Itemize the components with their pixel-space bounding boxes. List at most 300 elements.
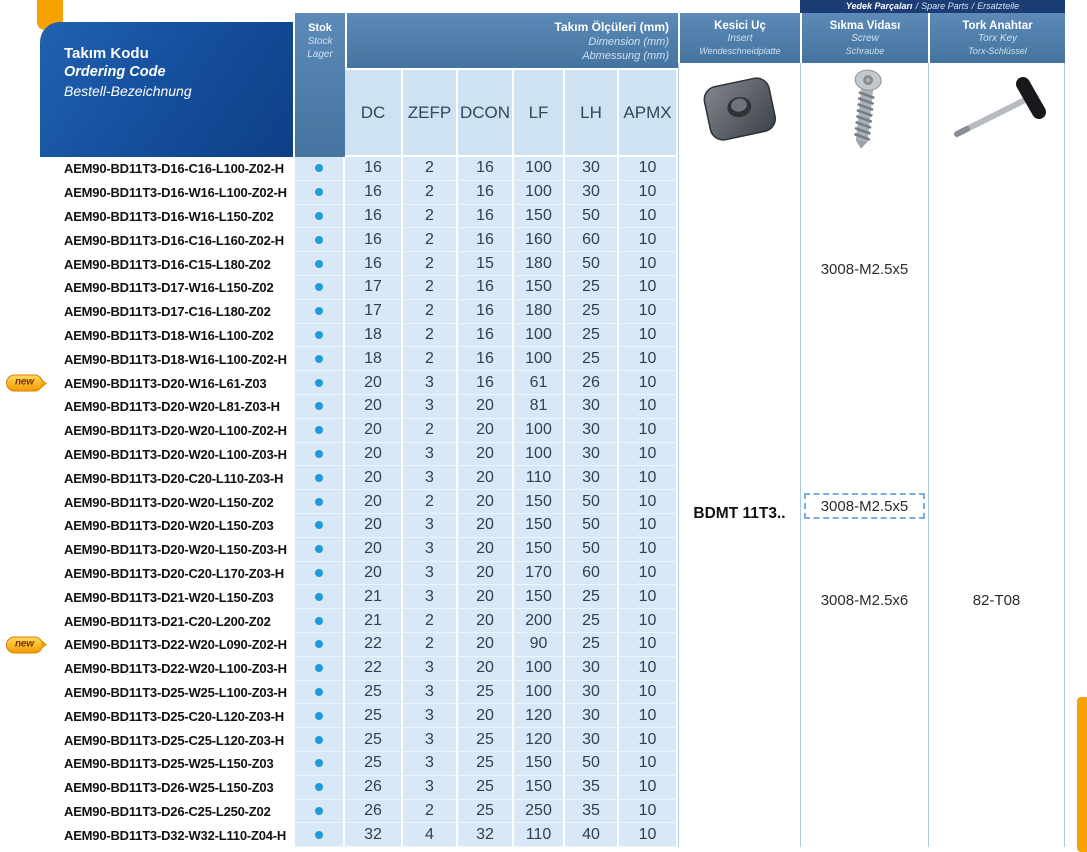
banner-label-de: Ersatzteile <box>977 1 1020 11</box>
apmx-cell: 10 <box>619 443 678 467</box>
lh-cell: 30 <box>565 443 619 467</box>
lh-cell: 40 <box>565 823 619 847</box>
stock-cell <box>293 609 345 633</box>
tool-code: AEM90-BD11T3-D16-W16-L150-Z02 <box>64 208 274 224</box>
dc-cell: 18 <box>345 324 403 348</box>
table-row <box>40 324 678 348</box>
apmx-cell: 10 <box>619 252 678 276</box>
stock-cell <box>293 347 345 371</box>
apmx-cell: 10 <box>619 276 678 300</box>
zefp-cell: 2 <box>403 633 458 657</box>
dc-cell: 25 <box>345 728 403 752</box>
dcon-cell: 16 <box>458 324 514 348</box>
tool-code-cell <box>40 490 293 514</box>
apmx-cell: 10 <box>619 181 678 205</box>
tool-code: AEM90-BD11T3-D18-W16-L100-Z02-H <box>64 351 287 367</box>
table-row <box>40 657 678 681</box>
lh-cell: 25 <box>565 633 619 657</box>
dcon-cell: 16 <box>458 371 514 395</box>
zefp-cell: 2 <box>403 324 458 348</box>
apmx-cell: 10 <box>619 657 678 681</box>
table-row <box>40 704 678 728</box>
dc-cell: 22 <box>345 657 403 681</box>
torx-label-tr: Tork Anahtar <box>962 20 1033 32</box>
table-row <box>15 633 678 657</box>
table-row <box>40 514 678 538</box>
dcon-cell: 20 <box>458 562 514 586</box>
stock-dot <box>315 188 323 196</box>
apmx-cell: 10 <box>619 466 678 490</box>
new-badge: new <box>6 636 43 653</box>
stock-cell <box>293 752 345 776</box>
stock-dot <box>315 307 323 315</box>
dcon-cell: 25 <box>458 681 514 705</box>
table-row <box>40 300 678 324</box>
zefp-cell: 2 <box>403 205 458 229</box>
insert-photo <box>678 63 800 157</box>
stock-dot <box>315 831 323 839</box>
stock-cell <box>293 466 345 490</box>
column-header-apmx: APMX <box>619 70 678 155</box>
stock-cell <box>293 681 345 705</box>
table-row <box>40 276 678 300</box>
table-row <box>40 609 678 633</box>
tool-code: AEM90-BD11T3-D25-W25-L150-Z03 <box>64 756 274 772</box>
stock-cell <box>293 443 345 467</box>
tool-code-cell <box>40 538 293 562</box>
stock-dot <box>315 236 323 244</box>
tool-code-cell <box>40 585 293 609</box>
torx-code: 82-T08 <box>972 592 1021 609</box>
dc-cell: 17 <box>345 300 403 324</box>
insert-label-de: Wendeschneidplatte <box>699 46 781 56</box>
insert-code: BDMT 11T3.. <box>693 505 786 522</box>
lf-cell: 90 <box>514 633 565 657</box>
tool-code: AEM90-BD11T3-D25-W25-L100-Z03-H <box>64 684 287 700</box>
apmx-cell: 10 <box>619 419 678 443</box>
stock-dot <box>315 450 323 458</box>
screw-column-body <box>800 157 928 847</box>
zefp-cell: 2 <box>403 609 458 633</box>
zefp-cell: 2 <box>403 347 458 371</box>
stock-cell <box>293 514 345 538</box>
lf-cell: 100 <box>514 347 565 371</box>
tool-code: AEM90-BD11T3-D16-C16-L100-Z02-H <box>64 161 284 177</box>
tool-code: AEM90-BD11T3-D21-C20-L200-Z02 <box>64 613 271 629</box>
stock-column-header <box>293 13 345 157</box>
apmx-cell: 10 <box>619 514 678 538</box>
tool-code-cell <box>40 728 293 752</box>
dcon-cell: 20 <box>458 609 514 633</box>
tool-code-cell <box>15 371 293 395</box>
table-row <box>40 585 678 609</box>
dc-cell: 32 <box>345 823 403 847</box>
lh-cell: 60 <box>565 562 619 586</box>
table-rows <box>15 157 678 847</box>
new-badge: new <box>6 375 43 392</box>
spare-parts-banner <box>800 0 1065 13</box>
column-header-lh: LH <box>565 70 619 155</box>
zefp-cell: 3 <box>403 657 458 681</box>
stock-cell <box>293 538 345 562</box>
table-row <box>40 157 678 181</box>
dcon-cell: 20 <box>458 704 514 728</box>
lh-cell: 50 <box>565 752 619 776</box>
stock-dot <box>315 283 323 291</box>
screw-column-header <box>800 13 928 63</box>
lh-cell: 30 <box>565 657 619 681</box>
dimensions-label-de: Abmessung (mm) <box>582 50 669 62</box>
apmx-cell: 10 <box>619 324 678 348</box>
tool-code-cell <box>40 681 293 705</box>
table-row <box>40 776 678 800</box>
lf-cell: 180 <box>514 300 565 324</box>
zefp-cell: 2 <box>403 800 458 824</box>
page-edge-tab <box>1077 697 1087 852</box>
torx-key-photo <box>928 63 1065 157</box>
stock-cell <box>293 823 345 847</box>
stock-cell <box>293 704 345 728</box>
torx-label-en: Torx Key <box>977 33 1018 44</box>
apmx-cell: 10 <box>619 800 678 824</box>
tool-code: AEM90-BD11T3-D25-C20-L120-Z03-H <box>64 708 284 724</box>
torx-label-de: Torx-Schlüssel <box>968 46 1027 56</box>
stock-cell <box>293 562 345 586</box>
column-header-dc: DC <box>345 70 403 155</box>
stock-dot <box>315 593 323 601</box>
table-row <box>40 823 678 847</box>
tool-code: AEM90-BD11T3-D16-C16-L160-Z02-H <box>64 232 284 248</box>
table-row <box>40 538 678 562</box>
ordering-code-label-de: Bestell-Bezeichnung <box>64 83 192 99</box>
insert-column-header <box>678 13 800 63</box>
dc-cell: 20 <box>345 466 403 490</box>
apmx-cell: 10 <box>619 704 678 728</box>
apmx-cell: 10 <box>619 205 678 229</box>
dc-cell: 20 <box>345 538 403 562</box>
tool-code: AEM90-BD11T3-D22-W20-L100-Z03-H <box>64 661 287 677</box>
ordering-code-label-tr: Takım Kodu <box>64 45 149 62</box>
dc-cell: 16 <box>345 205 403 229</box>
table-row <box>15 371 678 395</box>
stock-cell <box>293 252 345 276</box>
lf-cell: 100 <box>514 181 565 205</box>
table-row <box>40 181 678 205</box>
stock-cell <box>293 490 345 514</box>
apmx-cell: 10 <box>619 490 678 514</box>
dcon-cell: 16 <box>458 228 514 252</box>
lf-cell: 150 <box>514 205 565 229</box>
stock-cell <box>293 419 345 443</box>
zefp-cell: 3 <box>403 371 458 395</box>
lf-cell: 200 <box>514 609 565 633</box>
ordering-code-label-en: Ordering Code <box>64 64 166 80</box>
lh-cell: 30 <box>565 395 619 419</box>
table-row <box>40 490 678 514</box>
tool-code: AEM90-BD11T3-D20-W20-L150-Z02 <box>64 494 274 510</box>
lh-cell: 35 <box>565 776 619 800</box>
stock-dot <box>315 807 323 815</box>
table-row <box>40 347 678 371</box>
dc-cell: 20 <box>345 395 403 419</box>
dcon-cell: 20 <box>458 395 514 419</box>
tool-code-cell <box>40 514 293 538</box>
tool-code: AEM90-BD11T3-D20-W20-L150-Z03 <box>64 518 274 534</box>
stock-cell <box>293 276 345 300</box>
dcon-cell: 20 <box>458 657 514 681</box>
dcon-cell: 16 <box>458 181 514 205</box>
dc-cell: 20 <box>345 443 403 467</box>
stock-cell <box>293 157 345 181</box>
stock-cell <box>293 395 345 419</box>
lh-cell: 25 <box>565 347 619 371</box>
stock-dot <box>315 212 323 220</box>
stock-dot <box>315 736 323 744</box>
lf-cell: 100 <box>514 657 565 681</box>
lf-cell: 150 <box>514 490 565 514</box>
stock-dot <box>315 545 323 553</box>
dimensions-header <box>345 13 678 68</box>
zefp-cell: 2 <box>403 276 458 300</box>
tool-code-cell <box>40 324 293 348</box>
tool-code-cell <box>40 609 293 633</box>
lf-cell: 100 <box>514 157 565 181</box>
table-row <box>40 466 678 490</box>
stock-cell <box>293 324 345 348</box>
zefp-cell: 2 <box>403 157 458 181</box>
zefp-cell: 3 <box>403 395 458 419</box>
lh-cell: 35 <box>565 800 619 824</box>
stock-label-de: Lager <box>307 49 333 60</box>
tool-code: AEM90-BD11T3-D20-W20-L100-Z03-H <box>64 446 287 462</box>
lf-cell: 120 <box>514 728 565 752</box>
screw-label-tr: Sıkma Vidası <box>829 20 901 32</box>
apmx-cell: 10 <box>619 681 678 705</box>
stock-dot <box>315 521 323 529</box>
lh-cell: 30 <box>565 157 619 181</box>
stock-cell <box>293 657 345 681</box>
zefp-cell: 2 <box>403 300 458 324</box>
lh-cell: 25 <box>565 300 619 324</box>
stock-dot <box>315 617 323 625</box>
insert-column-body <box>678 157 800 847</box>
apmx-cell: 10 <box>619 157 678 181</box>
dc-cell: 26 <box>345 800 403 824</box>
lh-cell: 25 <box>565 276 619 300</box>
table-row <box>40 728 678 752</box>
lf-cell: 150 <box>514 776 565 800</box>
zefp-cell: 2 <box>403 228 458 252</box>
stock-cell <box>293 371 345 395</box>
dcon-cell: 20 <box>458 419 514 443</box>
lh-cell: 30 <box>565 704 619 728</box>
screw-photo <box>800 63 928 157</box>
zefp-cell: 3 <box>403 466 458 490</box>
apmx-cell: 10 <box>619 633 678 657</box>
tool-code: AEM90-BD11T3-D16-W16-L100-Z02-H <box>64 185 287 201</box>
stock-dot <box>315 688 323 696</box>
lf-cell: 150 <box>514 752 565 776</box>
lh-cell: 50 <box>565 252 619 276</box>
zefp-cell: 2 <box>403 490 458 514</box>
zefp-cell: 2 <box>403 252 458 276</box>
tool-code: AEM90-BD11T3-D26-W25-L150-Z03 <box>64 780 274 796</box>
dc-cell: 20 <box>345 490 403 514</box>
lf-cell: 150 <box>514 276 565 300</box>
stock-dot <box>315 379 323 387</box>
banner-label-en: Spare Parts <box>921 1 969 11</box>
stock-cell <box>293 776 345 800</box>
apmx-cell: 10 <box>619 395 678 419</box>
dimensions-label-en: Dimension (mm) <box>588 36 669 48</box>
zefp-cell: 3 <box>403 704 458 728</box>
dc-cell: 16 <box>345 228 403 252</box>
dc-cell: 16 <box>345 252 403 276</box>
table-row <box>40 752 678 776</box>
screw-label-de: Schraube <box>845 46 885 56</box>
zefp-cell: 3 <box>403 681 458 705</box>
zefp-cell: 3 <box>403 585 458 609</box>
apmx-cell: 10 <box>619 776 678 800</box>
stock-cell <box>293 228 345 252</box>
lh-cell: 30 <box>565 419 619 443</box>
tool-code-cell <box>40 252 293 276</box>
table-row <box>40 228 678 252</box>
tool-code-cell <box>40 276 293 300</box>
tool-code-cell <box>40 823 293 847</box>
column-header-lf: LF <box>514 70 565 155</box>
tool-code-cell <box>40 300 293 324</box>
lf-cell: 150 <box>514 514 565 538</box>
tool-code-cell <box>40 562 293 586</box>
stock-dot <box>315 474 323 482</box>
dcon-cell: 20 <box>458 466 514 490</box>
lf-cell: 160 <box>514 228 565 252</box>
dcon-cell: 20 <box>458 514 514 538</box>
dc-cell: 21 <box>345 585 403 609</box>
dc-cell: 18 <box>345 347 403 371</box>
screw-code-2: 3008-M2.5x5 <box>820 497 909 515</box>
stock-dot <box>315 569 323 577</box>
dc-cell: 26 <box>345 776 403 800</box>
lh-cell: 50 <box>565 538 619 562</box>
dcon-cell: 25 <box>458 752 514 776</box>
dcon-cell: 32 <box>458 823 514 847</box>
table-row <box>40 395 678 419</box>
zefp-cell: 3 <box>403 776 458 800</box>
lf-cell: 61 <box>514 371 565 395</box>
lf-cell: 110 <box>514 823 565 847</box>
lf-cell: 100 <box>514 324 565 348</box>
zefp-cell: 3 <box>403 728 458 752</box>
stock-cell <box>293 800 345 824</box>
stock-dot <box>315 640 323 648</box>
stock-cell <box>293 633 345 657</box>
lh-cell: 50 <box>565 514 619 538</box>
insert-label-tr: Kesici Uç <box>714 20 766 32</box>
lh-cell: 25 <box>565 324 619 348</box>
insert-label-en: Insert <box>727 33 753 44</box>
tool-code-cell <box>40 466 293 490</box>
dc-cell: 20 <box>345 419 403 443</box>
tool-code-cell <box>40 347 293 371</box>
zefp-cell: 2 <box>403 181 458 205</box>
tool-code-cell <box>40 205 293 229</box>
dcon-cell: 25 <box>458 776 514 800</box>
apmx-cell: 10 <box>619 752 678 776</box>
tool-code-cell <box>40 181 293 205</box>
dcon-cell: 20 <box>458 538 514 562</box>
screw-label-en: Screw <box>851 33 879 44</box>
torx-column-body <box>928 157 1065 847</box>
tool-code: AEM90-BD11T3-D17-C16-L180-Z02 <box>64 304 271 320</box>
tool-code: AEM90-BD11T3-D17-W16-L150-Z02 <box>64 280 274 296</box>
dcon-cell: 20 <box>458 490 514 514</box>
lf-cell: 81 <box>514 395 565 419</box>
lh-cell: 30 <box>565 466 619 490</box>
lh-cell: 25 <box>565 585 619 609</box>
dc-cell: 17 <box>345 276 403 300</box>
dcon-cell: 20 <box>458 633 514 657</box>
dc-cell: 25 <box>345 681 403 705</box>
dc-cell: 25 <box>345 704 403 728</box>
table-row <box>40 681 678 705</box>
banner-separator: / <box>915 1 919 11</box>
lh-cell: 30 <box>565 681 619 705</box>
lh-cell: 30 <box>565 181 619 205</box>
tool-code: AEM90-BD11T3-D20-C20-L170-Z03-H <box>64 565 284 581</box>
stock-dot <box>315 712 323 720</box>
column-header-zefp: ZEFP <box>403 70 458 155</box>
stock-dot <box>315 426 323 434</box>
stock-cell <box>293 181 345 205</box>
stock-cell <box>293 728 345 752</box>
apmx-cell: 10 <box>619 823 678 847</box>
tool-code-cell <box>40 657 293 681</box>
stock-dot <box>315 783 323 791</box>
stock-cell <box>293 300 345 324</box>
table-row <box>40 252 678 276</box>
tool-code-cell <box>40 228 293 252</box>
dcon-cell: 16 <box>458 157 514 181</box>
dimension-subheaders <box>345 70 678 157</box>
stock-cell <box>293 205 345 229</box>
zefp-cell: 3 <box>403 562 458 586</box>
tool-code: AEM90-BD11T3-D20-W20-L100-Z02-H <box>64 423 287 439</box>
zefp-cell: 3 <box>403 752 458 776</box>
lh-cell: 60 <box>565 228 619 252</box>
dcon-cell: 16 <box>458 347 514 371</box>
lh-cell: 25 <box>565 609 619 633</box>
tool-code: AEM90-BD11T3-D18-W16-L100-Z02 <box>64 327 274 343</box>
screw-code-1: 3008-M2.5x5 <box>820 261 909 278</box>
screw-highlight-box <box>804 493 925 519</box>
lf-cell: 170 <box>514 562 565 586</box>
stock-dot <box>315 331 323 339</box>
dcon-cell: 16 <box>458 300 514 324</box>
lf-cell: 150 <box>514 538 565 562</box>
dc-cell: 21 <box>345 609 403 633</box>
tool-code: AEM90-BD11T3-D26-C25-L250-Z02 <box>64 803 271 819</box>
dc-cell: 20 <box>345 514 403 538</box>
table-row <box>40 800 678 824</box>
ordering-code-header <box>40 22 293 157</box>
tool-code: AEM90-BD11T3-D20-W20-L81-Z03-H <box>64 399 280 415</box>
stock-dot <box>315 664 323 672</box>
stock-dot <box>315 498 323 506</box>
apmx-cell: 10 <box>619 728 678 752</box>
lh-cell: 30 <box>565 728 619 752</box>
